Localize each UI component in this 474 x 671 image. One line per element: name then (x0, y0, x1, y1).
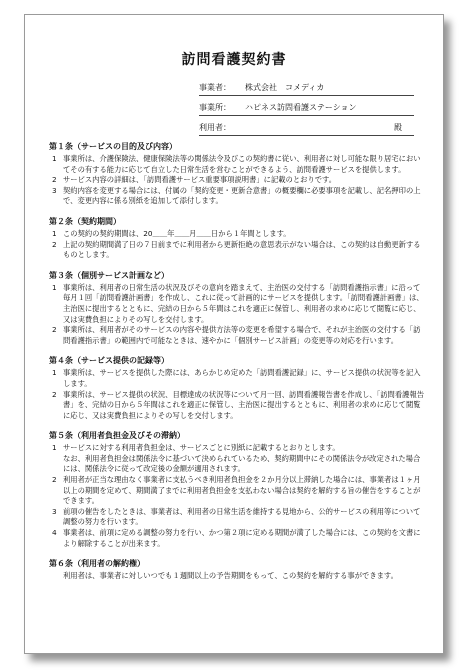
clause-item (49, 325, 425, 346)
clause-number: 2 (52, 475, 57, 485)
clause-text: 事業所は、利用者の日常生活の状況及びその意向を踏まえて、主治医の交付する「訪問看護指示書」に沿って毎月１回「訪問看護計画書」を作成し、これに従って計画的にサービスを提供します。「訪問看護計画書」は、主治医に提出するとともに、完結の日から５年間はこれを適正に保管し、利用者の求めに応じて閲覧に応じ、又は実費負担によりその写しを交付します。 (63, 282, 424, 324)
clause-text: 利用者は、事業者に対しいつでも１週間以上の予告期間をもって、この契約を解約する事ができます。 (63, 571, 398, 581)
article-6 (49, 557, 425, 582)
clause-text: 事業所は、利用者がそのサービスの内容や提供方法等の変更を希望する場合で、それが主治医の交付する「訪問看護指示書」の範囲内で可能なときは、速やかに「個別サービス計画」の変更等の対応を行います。 (63, 325, 421, 345)
clause-number: 2 (52, 175, 57, 185)
article-heading: 第２条（契約期間） (49, 216, 121, 226)
contract-body (49, 140, 425, 590)
article-1 (49, 140, 425, 207)
article-4 (49, 354, 425, 421)
clause-number: 1 (52, 228, 57, 238)
meta-row-provider (199, 81, 414, 96)
clause-item (49, 154, 425, 175)
clause-item (49, 475, 425, 507)
article-heading: 第６条（利用者の解約権） (49, 559, 145, 569)
meta-row-office (199, 101, 414, 116)
clause-number: 2 (52, 239, 57, 249)
clause-number: 3 (52, 185, 57, 195)
clause-item (49, 507, 425, 528)
clause-text: この契約の契約期間は、20＿＿年＿＿月＿＿日から１年間とします。 (63, 228, 291, 238)
clause-number: 1 (52, 282, 57, 292)
meta-value: 株式会社 コメディカ (245, 83, 325, 92)
clause-item (49, 240, 425, 261)
clause-item (49, 443, 425, 454)
clause-number: 1 (52, 368, 57, 378)
clause-number: 2 (52, 325, 57, 335)
clause-item (49, 454, 425, 475)
clause-item (49, 571, 425, 582)
clause-text: 事業所は、サービスを提供した際には、あらかじめ定めた「訪問看護記録」に、サービス提供の状況等を記入します。 (63, 368, 421, 388)
clause-item (49, 229, 425, 240)
clause-item (49, 368, 425, 389)
article-heading: 第３条（個別サービス計画など） (49, 270, 169, 280)
meta-label: 利用者： (199, 123, 231, 132)
meta-label: 事業所： (199, 103, 231, 112)
clause-text: 事業者は、前項に定める調整の努力を行い、かつ第２項に定める期間が満了した場合には、この契約を文書により解除することが出来ます。 (63, 528, 421, 548)
article-2 (49, 215, 425, 261)
article-heading: 第４条（サービス提供の記録等） (49, 356, 169, 366)
honorific-suffix: 殿 (394, 123, 402, 132)
clause-number: 4 (52, 528, 57, 538)
clause-text: 利用者が正当な理由なく事業者に支払うべき利用者負担金を２か月分以上滞納した場合には、事業者は１ヶ月以上の期間を定めて、期間満了までに利用者負担金を支払わない場合は契約を解約する旨の催告をすることができます。 (63, 475, 421, 506)
clause-text: 事業所は、サービス提供の状況、目標達成の状況等について月一回、訪問看護報告書を作成し、「訪問看護報告書」を、完結の日から５年間はこれを適正に保管し、主治医に提出するとともに、利用者の求めに応じて閲覧に応じ、又は実費負担によりその写しを交付します。 (63, 389, 425, 420)
clause-text: 契約内容を変更する場合には、付属の「契約変更・更新合意書」の概要欄に必要事項を記載し、記名押印の上で、変更内容に係る別紙を追加して添付します。 (63, 185, 421, 206)
meta-row-user (199, 121, 414, 136)
clause-number: 1 (52, 154, 57, 163)
meta-value: ハピネス訪問看護ステーション (245, 103, 357, 112)
article-heading: 第５条（利用者負担金及びその滞納） (49, 431, 185, 441)
clause-text: サービスに対する利用者負担金は、サービスごとに別紙に記載するとおりとします。 (63, 443, 340, 453)
clause-item (49, 528, 425, 549)
clause-text: 前項の催告をしたときは、事業者は、利用者の日常生活を維持する見地から、公的サービスの利用等について調整の努力を行います。 (63, 506, 421, 527)
clause-text: なお、利用者負担金は関係法令に基づいて決められているため、契約期間中にその関係法令が改定された場合には、関係法令に従って改定後の金額が適用されます。 (63, 453, 421, 474)
clause-item (49, 186, 425, 207)
meta-label: 事業者： (199, 83, 231, 92)
contract-page (24, 14, 444, 654)
clause-item (49, 283, 425, 325)
clause-item (49, 175, 425, 186)
clause-text: 上記の契約期間満了日の７日前までに利用者から更新拒絶の意思表示がない場合は、この契約は自動更新するものとします。 (63, 239, 421, 260)
clause-number: 3 (52, 506, 57, 516)
clause-number: 2 (52, 389, 57, 399)
clause-text: 事業所は、介護保険法、健康保険法等の関係法令及びこの契約書に従い、利用者に対し可能な限り居宅においてその有する能力に応じて自立した日常生活を営むことができるよう、訪問看護サービスを提供します。 (63, 154, 421, 174)
article-5 (49, 429, 425, 549)
article-heading: 第１条（サービスの目的及び内容） (49, 142, 177, 151)
clause-number: 1 (52, 443, 57, 453)
article-3 (49, 269, 425, 347)
clause-text: サービス内容の詳細は、「訪問看護サービス重要事項説明書」に記載のとおりです。 (63, 175, 337, 185)
clause-item (49, 390, 425, 422)
document-title: 訪問看護契約書 (181, 52, 287, 68)
